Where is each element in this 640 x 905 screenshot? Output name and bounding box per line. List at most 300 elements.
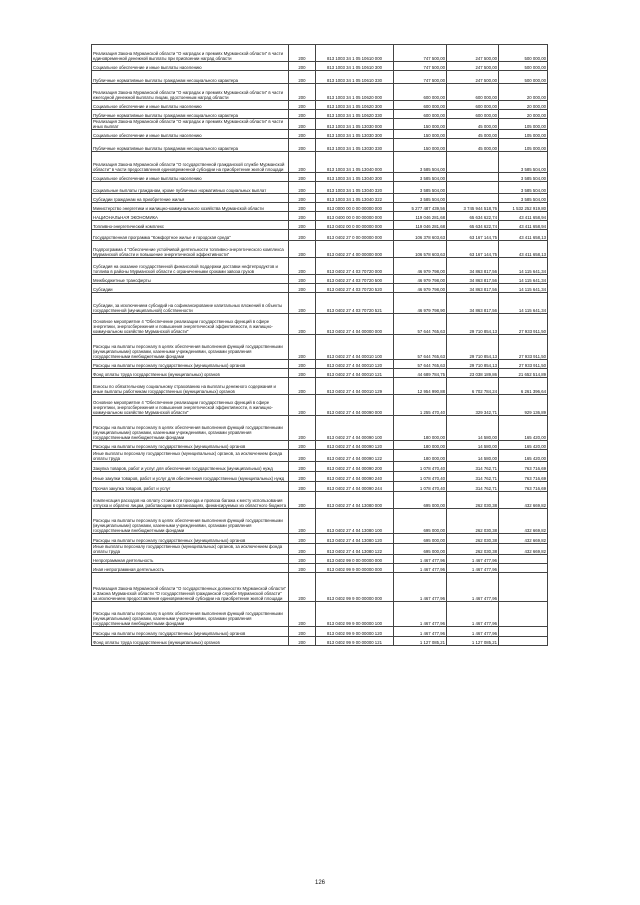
row-classification-code-cell: 813 1003 34 1 05 10610 300 [316, 62, 394, 71]
row-name-cell: НАЦИОНАЛЬНАЯ ЭКОНОМИКА [92, 212, 289, 221]
row-executed-amount-cell: 14 580,00 [447, 416, 499, 441]
budget-execution-table [91, 44, 548, 646]
row-classification-code-cell: 813 0402 27 4 04 00010 121 [316, 369, 394, 378]
row-planned-amount-cell: 3 585 504,00 [394, 194, 447, 203]
row-planned-amount-cell: 600 000,00 [394, 101, 447, 110]
row-classification-code-cell: 813 0402 99 0 00 00000 000 [316, 555, 394, 564]
row-name-cell: Фонд оплаты труда государственных (муниципальных) органов [92, 637, 289, 646]
row-name-cell: Социальное обеспечение и иные выплаты населению [92, 62, 289, 71]
row-planned-amount-cell: 46 979 798,00 [394, 275, 447, 284]
row-executed-amount-cell: 600 000,00 [447, 84, 499, 101]
table-row [92, 203, 548, 212]
row-admin-code-cell: 200 [289, 139, 316, 152]
row-executed-amount-cell: 262 030,38 [447, 534, 499, 544]
row-remaining-amount-cell [499, 627, 548, 637]
row-classification-code-cell: 813 0402 27 4 04 00010 100 [316, 335, 394, 360]
row-executed-amount-cell: 314 762,71 [447, 462, 499, 472]
row-admin-code-cell: 200 [289, 335, 316, 360]
row-admin-code-cell: 200 [289, 378, 316, 395]
row-classification-code-cell: 813 1003 34 1 05 13030 330 [316, 139, 394, 152]
table-row [92, 275, 548, 284]
row-admin-code-cell: 200 [289, 230, 316, 241]
row-classification-code-cell: 813 0402 99 9 00 00000 121 [316, 637, 394, 646]
row-classification-code-cell: 813 0402 27 4 03 70720 520 [316, 284, 394, 293]
row-admin-code-cell: 200 [289, 573, 316, 602]
row-name-cell: Субсидии, за исключением субсидий на софинансирование капитальных вложений в объекты государственной (муниципальной) собственности [92, 293, 289, 314]
table-row [92, 258, 548, 275]
row-name-cell: Реализация Закона Мурманской области "О наградах и премиях Мурманской области" в части единовременной денежной выплаты при присвоении наград области [92, 45, 289, 62]
row-classification-code-cell: 813 0402 27 4 04 00010 120 [316, 360, 394, 369]
row-planned-amount-cell: 3 585 504,00 [394, 173, 447, 182]
row-remaining-amount-cell: 14 115 641,34 [499, 284, 548, 293]
table-row [92, 62, 548, 71]
row-admin-code-cell: 200 [289, 203, 316, 212]
row-planned-amount-cell: 106 578 603,63 [394, 241, 447, 258]
table-row [92, 509, 548, 534]
row-remaining-amount-cell [499, 564, 548, 573]
row-executed-amount-cell: 247 500,00 [447, 45, 499, 62]
row-remaining-amount-cell: 432 669,82 [499, 492, 548, 509]
row-executed-amount-cell: 14 580,00 [447, 450, 499, 462]
row-name-cell: Расходы на выплаты персоналу в целях обеспечения выполнения функций государственными (муниципальными) органами, казенными учреждениями, органами управления государственными внебюджетными фондами [92, 602, 289, 627]
row-executed-amount-cell: 1 127 085,21 [447, 637, 499, 646]
row-executed-amount-cell: 29 710 854,13 [447, 335, 499, 360]
row-remaining-amount-cell [499, 602, 548, 627]
row-name-cell: Реализация Закона Мурманской области "О государственных должностях Мурманской области" и Закона Мурманской области "О государственной гражданской службе Мурманской области" за исключением предоставления единовременной субсидии на приобретение жилой площади [92, 573, 289, 602]
row-remaining-amount-cell: 6 261 396,64 [499, 378, 548, 395]
row-admin-code-cell: 200 [289, 119, 316, 130]
row-name-cell: Субсидии гражданам на приобретение жилья [92, 194, 289, 203]
row-admin-code-cell: 200 [289, 395, 316, 416]
table-row [92, 284, 548, 293]
row-remaining-amount-cell: 21 652 514,89 [499, 369, 548, 378]
row-admin-code-cell: 200 [289, 369, 316, 378]
row-name-cell: Публичные нормативные выплаты гражданам несоциального характера [92, 139, 289, 152]
row-admin-code-cell: 200 [289, 101, 316, 110]
row-classification-code-cell: 813 0402 27 4 04 00090 100 [316, 416, 394, 441]
row-remaining-amount-cell: 27 933 911,50 [499, 360, 548, 369]
row-classification-code-cell: 813 0402 27 4 04 00090 122 [316, 450, 394, 462]
row-remaining-amount-cell: 500 000,00 [499, 71, 548, 84]
row-classification-code-cell: 813 0402 27 4 04 13080 120 [316, 534, 394, 544]
row-name-cell: Фонд оплаты труда государственных (муниципальных) органов [92, 369, 289, 378]
table-row [92, 564, 548, 573]
row-name-cell: Непрограммная деятельность [92, 555, 289, 564]
row-classification-code-cell: 813 0402 27 4 04 00090 244 [316, 482, 394, 492]
row-planned-amount-cell: 695 000,00 [394, 544, 447, 555]
row-remaining-amount-cell: 3 585 504,00 [499, 182, 548, 194]
row-executed-amount-cell [447, 152, 499, 173]
row-remaining-amount-cell: 3 585 504,00 [499, 194, 548, 203]
row-classification-code-cell: 813 0402 99 9 00 00000 100 [316, 602, 394, 627]
row-name-cell: Реализация Закона Мурманской области "О наградах и премиях Мурманской области" в части иных выплат [92, 119, 289, 130]
row-admin-code-cell: 200 [289, 62, 316, 71]
row-planned-amount-cell: 12 954 990,88 [394, 378, 447, 395]
row-executed-amount-cell: 65 634 622,74 [447, 221, 499, 230]
table-row [92, 221, 548, 230]
row-name-cell: Иные закупки товаров, работ и услуг для обеспечения государственных (муниципальных) нужд [92, 472, 289, 482]
row-name-cell: Взносы по обязательному социальному страхованию на выплаты денежного содержания и иные выплаты работникам государственных (муниципальных) органов [92, 378, 289, 395]
row-admin-code-cell: 200 [289, 450, 316, 462]
row-planned-amount-cell: 1 467 477,96 [394, 564, 447, 573]
row-name-cell: Государственная программа "Комфортное жилье и городская среда" [92, 230, 289, 241]
row-admin-code-cell: 200 [289, 130, 316, 139]
row-planned-amount-cell: 46 979 798,00 [394, 284, 447, 293]
row-planned-amount-cell: 150 000,00 [394, 130, 447, 139]
row-admin-code-cell: 200 [289, 314, 316, 335]
row-planned-amount-cell: 1 467 477,96 [394, 627, 447, 637]
table-row [92, 416, 548, 441]
row-remaining-amount-cell: 165 420,00 [499, 416, 548, 441]
row-remaining-amount-cell: 43 411 658,13 [499, 241, 548, 258]
row-remaining-amount-cell: 432 669,82 [499, 534, 548, 544]
table-body [92, 45, 548, 646]
table-row [92, 378, 548, 395]
row-executed-amount-cell: 600 000,00 [447, 101, 499, 110]
row-name-cell: Топливно-энергетический комплекс [92, 221, 289, 230]
row-classification-code-cell: 813 1003 34 1 05 10620 300 [316, 101, 394, 110]
row-name-cell: Иные выплаты персоналу государственных (муниципальных) органов, за исключением фонда оплаты труда [92, 450, 289, 462]
row-planned-amount-cell: 747 500,00 [394, 45, 447, 62]
table-row [92, 544, 548, 555]
row-classification-code-cell: 813 0400 00 0 00 00000 000 [316, 212, 394, 221]
row-executed-amount-cell: 329 342,71 [447, 395, 499, 416]
row-classification-code-cell: 813 1003 34 1 05 13040 320 [316, 182, 394, 194]
row-executed-amount-cell: 1 467 477,96 [447, 602, 499, 627]
row-planned-amount-cell: 180 000,00 [394, 441, 447, 450]
row-name-cell: Субсидия на оказание государственной финансовой поддержки доставки нефтепродуктов и топлива в районы Мурманской области с ограниченными сроками завоза грузов [92, 258, 289, 275]
row-name-cell: Основное мероприятие 4 "Обеспечение реализации государственных функций в сфере энергетики, энергосбережения и повышения энергетической эффективности, в жилищно-коммунальном хозяйстве Мурманской области" [92, 395, 289, 416]
row-remaining-amount-cell: 27 933 911,50 [499, 314, 548, 335]
table-row [92, 314, 548, 335]
row-executed-amount-cell: 262 030,38 [447, 492, 499, 509]
table-row [92, 492, 548, 509]
row-admin-code-cell: 200 [289, 182, 316, 194]
row-executed-amount-cell: 14 580,00 [447, 441, 499, 450]
row-admin-code-cell: 200 [289, 482, 316, 492]
table-row [92, 130, 548, 139]
row-executed-amount-cell: 1 467 477,96 [447, 555, 499, 564]
row-remaining-amount-cell: 763 716,69 [499, 482, 548, 492]
row-admin-code-cell: 200 [289, 564, 316, 573]
row-name-cell: Расходы на выплаты персоналу в целях обеспечения выполнения функций государственными (муниципальными) органами, казенными учреждениями, органами управления государственными внебюджетными фондами [92, 335, 289, 360]
row-admin-code-cell: 200 [289, 84, 316, 101]
row-planned-amount-cell: 3 585 504,00 [394, 182, 447, 194]
row-admin-code-cell: 200 [289, 284, 316, 293]
row-remaining-amount-cell [499, 573, 548, 602]
table-row [92, 369, 548, 378]
row-executed-amount-cell [447, 194, 499, 203]
table-row [92, 534, 548, 544]
row-planned-amount-cell: 44 689 784,75 [394, 369, 447, 378]
row-name-cell: Министерство энергетики и жилищно-коммунального хозяйства Мурманской области [92, 203, 289, 212]
row-name-cell: Компенсация расходов на оплату стоимости проезда и провоза багажа к месту использования отпуска и обратно лицам, работающим в организациях, финансируемых из областного бюджета [92, 492, 289, 509]
row-classification-code-cell: 813 1003 34 1 05 10620 330 [316, 110, 394, 119]
row-planned-amount-cell: 150 000,00 [394, 119, 447, 130]
table-row [92, 450, 548, 462]
table-row [92, 152, 548, 173]
row-planned-amount-cell: 106 378 603,63 [394, 230, 447, 241]
row-admin-code-cell: 200 [289, 534, 316, 544]
row-name-cell: Расходы на выплаты персоналу государственных (муниципальных) органов [92, 627, 289, 637]
row-admin-code-cell: 200 [289, 275, 316, 284]
row-planned-amount-cell: 180 000,00 [394, 416, 447, 441]
row-remaining-amount-cell: 500 000,00 [499, 62, 548, 71]
table-row [92, 627, 548, 637]
row-admin-code-cell: 200 [289, 152, 316, 173]
row-name-cell: Социальное обеспечение и иные выплаты населению [92, 130, 289, 139]
row-executed-amount-cell: 45 000,00 [447, 139, 499, 152]
row-planned-amount-cell: 600 000,00 [394, 110, 447, 119]
row-admin-code-cell: 200 [289, 173, 316, 182]
row-classification-code-cell: 813 1003 34 1 05 10620 000 [316, 84, 394, 101]
row-classification-code-cell: 813 0402 27 4 04 00090 120 [316, 441, 394, 450]
row-admin-code-cell: 200 [289, 45, 316, 62]
row-classification-code-cell: 813 0402 27 4 04 13080 100 [316, 509, 394, 534]
row-remaining-amount-cell: 929 136,89 [499, 395, 548, 416]
row-planned-amount-cell: 3 585 504,00 [394, 152, 447, 173]
row-planned-amount-cell: 1 078 470,40 [394, 462, 447, 472]
row-name-cell: Социальное обеспечение и иные выплаты населению [92, 101, 289, 110]
row-name-cell: Расходы на выплаты персоналу в целях обеспечения выполнения функций государственными (муниципальными) органами, казенными учреждениями, органами управления государственными внебюджетными фондами [92, 509, 289, 534]
row-classification-code-cell: 813 0402 27 4 04 00090 000 [316, 395, 394, 416]
row-classification-code-cell: 813 1003 34 1 05 13040 300 [316, 173, 394, 182]
row-planned-amount-cell: 150 000,00 [394, 139, 447, 152]
row-classification-code-cell: 813 0402 27 4 04 13080 122 [316, 544, 394, 555]
row-classification-code-cell: 813 0402 27 4 03 70720 000 [316, 258, 394, 275]
row-planned-amount-cell: 747 500,00 [394, 62, 447, 71]
row-classification-code-cell: 813 0402 27 4 04 00010 129 [316, 378, 394, 395]
row-name-cell: Реализация Закона Мурманской области "О наградах и премиях Мурманской области" в части ежегодной денежной выплаты лицам, удостоенным наград области [92, 84, 289, 101]
row-executed-amount-cell: 34 863 817,56 [447, 275, 499, 284]
row-admin-code-cell: 200 [289, 509, 316, 534]
row-classification-code-cell: 813 0402 27 4 04 00090 200 [316, 462, 394, 472]
row-executed-amount-cell: 23 038 189,86 [447, 369, 499, 378]
row-planned-amount-cell: 180 000,00 [394, 450, 447, 462]
row-name-cell: Иные выплаты персоналу государственных (муниципальных) органов, за исключением фонда оплаты труда [92, 544, 289, 555]
table-row [92, 360, 548, 369]
row-planned-amount-cell: 1 078 470,40 [394, 472, 447, 482]
row-executed-amount-cell: 34 863 817,56 [447, 258, 499, 275]
row-executed-amount-cell: 29 710 854,13 [447, 360, 499, 369]
row-remaining-amount-cell: 43 411 658,13 [499, 230, 548, 241]
row-remaining-amount-cell: 763 716,69 [499, 472, 548, 482]
row-remaining-amount-cell: 3 585 504,00 [499, 152, 548, 173]
table-row [92, 637, 548, 646]
row-classification-code-cell: 813 1003 34 1 05 13030 000 [316, 119, 394, 130]
row-planned-amount-cell: 1 467 477,96 [394, 602, 447, 627]
row-remaining-amount-cell: 20 000,00 [499, 84, 548, 101]
row-admin-code-cell: 200 [289, 492, 316, 509]
table-row [92, 139, 548, 152]
row-name-cell: Межбюджетные трансферты [92, 275, 289, 284]
row-planned-amount-cell: 1 467 477,96 [394, 555, 447, 564]
row-classification-code-cell: 813 0402 27 0 00 00000 000 [316, 230, 394, 241]
table-row [92, 101, 548, 110]
row-planned-amount-cell: 119 046 281,68 [394, 212, 447, 221]
row-admin-code-cell: 200 [289, 416, 316, 441]
row-admin-code-cell: 200 [289, 441, 316, 450]
row-executed-amount-cell: 262 030,38 [447, 509, 499, 534]
row-remaining-amount-cell: 43 411 658,94 [499, 221, 548, 230]
row-remaining-amount-cell: 763 716,69 [499, 462, 548, 472]
row-planned-amount-cell: 1 255 470,40 [394, 395, 447, 416]
row-name-cell: Расходы на выплаты персоналу государственных (муниципальных) органов [92, 441, 289, 450]
table-row [92, 110, 548, 119]
row-classification-code-cell: 813 0402 99 9 00 00000 120 [316, 627, 394, 637]
row-classification-code-cell: 813 0402 27 4 03 70720 500 [316, 275, 394, 284]
row-remaining-amount-cell: 105 000,00 [499, 139, 548, 152]
row-classification-code-cell: 813 0402 27 4 04 00090 240 [316, 472, 394, 482]
row-name-cell: Расходы на выплаты персоналу государственных (муниципальных) органов [92, 360, 289, 369]
row-name-cell: Социальное обеспечение и иные выплаты населению [92, 173, 289, 182]
row-remaining-amount-cell: 432 669,82 [499, 509, 548, 534]
row-admin-code-cell: 200 [289, 602, 316, 627]
table-row [92, 573, 548, 602]
row-planned-amount-cell: 119 046 281,68 [394, 221, 447, 230]
row-admin-code-cell: 200 [289, 555, 316, 564]
row-admin-code-cell: 200 [289, 462, 316, 472]
row-remaining-amount-cell: 14 115 641,34 [499, 293, 548, 314]
row-classification-code-cell: 813 0402 99 9 00 00000 000 [316, 564, 394, 573]
table-row [92, 472, 548, 482]
row-executed-amount-cell: 1 467 477,96 [447, 564, 499, 573]
row-executed-amount-cell: 6 702 784,24 [447, 378, 499, 395]
row-admin-code-cell: 200 [289, 241, 316, 258]
row-remaining-amount-cell: 20 000,00 [499, 110, 548, 119]
row-executed-amount-cell: 1 467 477,96 [447, 627, 499, 637]
row-executed-amount-cell: 45 000,00 [447, 119, 499, 130]
row-name-cell: Реализация Закона Мурманской области "О государственной гражданской службе Мурманской области" в части предоставления единовременной субсидии на приобретение жилой площади [92, 152, 289, 173]
row-planned-amount-cell: 1 127 085,21 [394, 637, 447, 646]
row-executed-amount-cell: 63 167 144,75 [447, 230, 499, 241]
row-executed-amount-cell: 45 000,00 [447, 130, 499, 139]
row-name-cell: Публичные нормативные выплаты гражданам несоциального характера [92, 110, 289, 119]
row-admin-code-cell: 200 [289, 637, 316, 646]
table-row [92, 241, 548, 258]
row-name-cell: Закупка товаров, работ и услуг для обеспечения государственных (муниципальных) нужд [92, 462, 289, 472]
row-remaining-amount-cell [499, 555, 548, 564]
row-planned-amount-cell: 695 000,00 [394, 534, 447, 544]
row-planned-amount-cell: 1 467 477,96 [394, 573, 447, 602]
row-remaining-amount-cell: 14 115 641,34 [499, 258, 548, 275]
row-remaining-amount-cell: 14 115 641,34 [499, 275, 548, 284]
table-row [92, 45, 548, 62]
row-planned-amount-cell: 695 000,00 [394, 509, 447, 534]
row-executed-amount-cell: 1 467 477,96 [447, 573, 499, 602]
row-classification-code-cell: 813 1003 34 1 05 10610 330 [316, 71, 394, 84]
row-planned-amount-cell: 46 979 798,90 [394, 293, 447, 314]
table-row [92, 71, 548, 84]
row-executed-amount-cell: 63 167 144,75 [447, 241, 499, 258]
table-row [92, 230, 548, 241]
row-admin-code-cell: 200 [289, 258, 316, 275]
row-admin-code-cell: 200 [289, 544, 316, 555]
row-executed-amount-cell [447, 182, 499, 194]
row-name-cell: Основное мероприятие 4 "Обеспечение реализации государственных функций в сфере энергетики, энергосбережения и повышения энергетической эффективности, в жилищно-коммунальном хозяйстве Мурманской области" [92, 314, 289, 335]
row-executed-amount-cell: 247 500,00 [447, 62, 499, 71]
row-classification-code-cell: 813 1003 34 1 05 13030 300 [316, 130, 394, 139]
row-remaining-amount-cell: 165 420,00 [499, 450, 548, 462]
row-classification-code-cell: 813 1003 34 1 05 10610 000 [316, 45, 394, 62]
table-row [92, 119, 548, 130]
page-number: 126 [314, 880, 325, 886]
row-admin-code-cell: 200 [289, 194, 316, 203]
row-classification-code-cell: 813 1003 34 1 05 13040 000 [316, 152, 394, 173]
row-executed-amount-cell: 34 863 817,56 [447, 284, 499, 293]
row-executed-amount-cell: 3 745 944 518,76 [447, 203, 499, 212]
table-row [92, 602, 548, 627]
row-executed-amount-cell [447, 173, 499, 182]
row-name-cell: Социальные выплаты гражданам, кроме публичных нормативных социальных выплат [92, 182, 289, 194]
table-row [92, 182, 548, 194]
row-admin-code-cell: 200 [289, 293, 316, 314]
row-remaining-amount-cell [499, 637, 548, 646]
row-classification-code-cell: 813 0402 99 9 00 00000 000 [316, 573, 394, 602]
row-executed-amount-cell: 65 634 622,74 [447, 212, 499, 221]
row-planned-amount-cell: 57 644 765,63 [394, 314, 447, 335]
row-remaining-amount-cell: 105 000,00 [499, 119, 548, 130]
row-remaining-amount-cell: 3 585 504,00 [499, 173, 548, 182]
row-name-cell: Публичные нормативные выплаты гражданам несоциального характера [92, 71, 289, 84]
table-row [92, 293, 548, 314]
row-classification-code-cell: 813 0402 27 4 03 70720 521 [316, 293, 394, 314]
row-admin-code-cell: 200 [289, 360, 316, 369]
row-admin-code-cell: 200 [289, 472, 316, 482]
table-row [92, 84, 548, 101]
row-classification-code-cell: 813 0402 27 4 04 13080 000 [316, 492, 394, 509]
row-remaining-amount-cell: 1 532 252 919,80 [499, 203, 548, 212]
row-planned-amount-cell: 57 644 765,63 [394, 360, 447, 369]
row-planned-amount-cell: 600 000,00 [394, 84, 447, 101]
row-admin-code-cell: 200 [289, 71, 316, 84]
row-planned-amount-cell: 5 277 487 439,56 [394, 203, 447, 212]
row-planned-amount-cell: 57 644 765,63 [394, 335, 447, 360]
row-remaining-amount-cell: 432 669,82 [499, 544, 548, 555]
row-remaining-amount-cell: 105 000,00 [499, 130, 548, 139]
row-classification-code-cell: 813 1003 34 1 05 13040 322 [316, 194, 394, 203]
row-planned-amount-cell: 1 078 470,40 [394, 482, 447, 492]
row-remaining-amount-cell: 20 000,00 [499, 101, 548, 110]
row-classification-code-cell: 813 0402 00 0 00 00000 000 [316, 221, 394, 230]
row-admin-code-cell: 200 [289, 627, 316, 637]
table-row [92, 335, 548, 360]
row-executed-amount-cell: 600 000,00 [447, 110, 499, 119]
row-admin-code-cell: 200 [289, 221, 316, 230]
row-executed-amount-cell: 262 030,38 [447, 544, 499, 555]
row-classification-code-cell: 813 0402 27 4 00 00000 000 [316, 241, 394, 258]
row-remaining-amount-cell: 165 420,00 [499, 441, 548, 450]
row-classification-code-cell: 813 0402 27 4 04 00000 000 [316, 314, 394, 335]
row-admin-code-cell: 200 [289, 212, 316, 221]
row-remaining-amount-cell: 43 411 658,94 [499, 212, 548, 221]
row-executed-amount-cell: 29 710 854,13 [447, 314, 499, 335]
row-remaining-amount-cell: 500 000,00 [499, 45, 548, 62]
table-row [92, 395, 548, 416]
table-row [92, 212, 548, 221]
row-name-cell: Расходы на выплаты персоналу государственных (муниципальных) органов [92, 534, 289, 544]
row-name-cell: Субсидии [92, 284, 289, 293]
table-row [92, 173, 548, 182]
table-row [92, 482, 548, 492]
table-row [92, 194, 548, 203]
row-executed-amount-cell: 247 500,00 [447, 71, 499, 84]
row-planned-amount-cell: 695 000,00 [394, 492, 447, 509]
row-name-cell: Прочая закупка товаров, работ и услуг [92, 482, 289, 492]
row-remaining-amount-cell: 27 933 911,50 [499, 335, 548, 360]
row-name-cell: Подпрограмма 4 "Обеспечение устойчивой деятельности топливно-энергетического комплекса Мурманской области и повышение энергетической эффективности" [92, 241, 289, 258]
row-planned-amount-cell: 747 500,00 [394, 71, 447, 84]
